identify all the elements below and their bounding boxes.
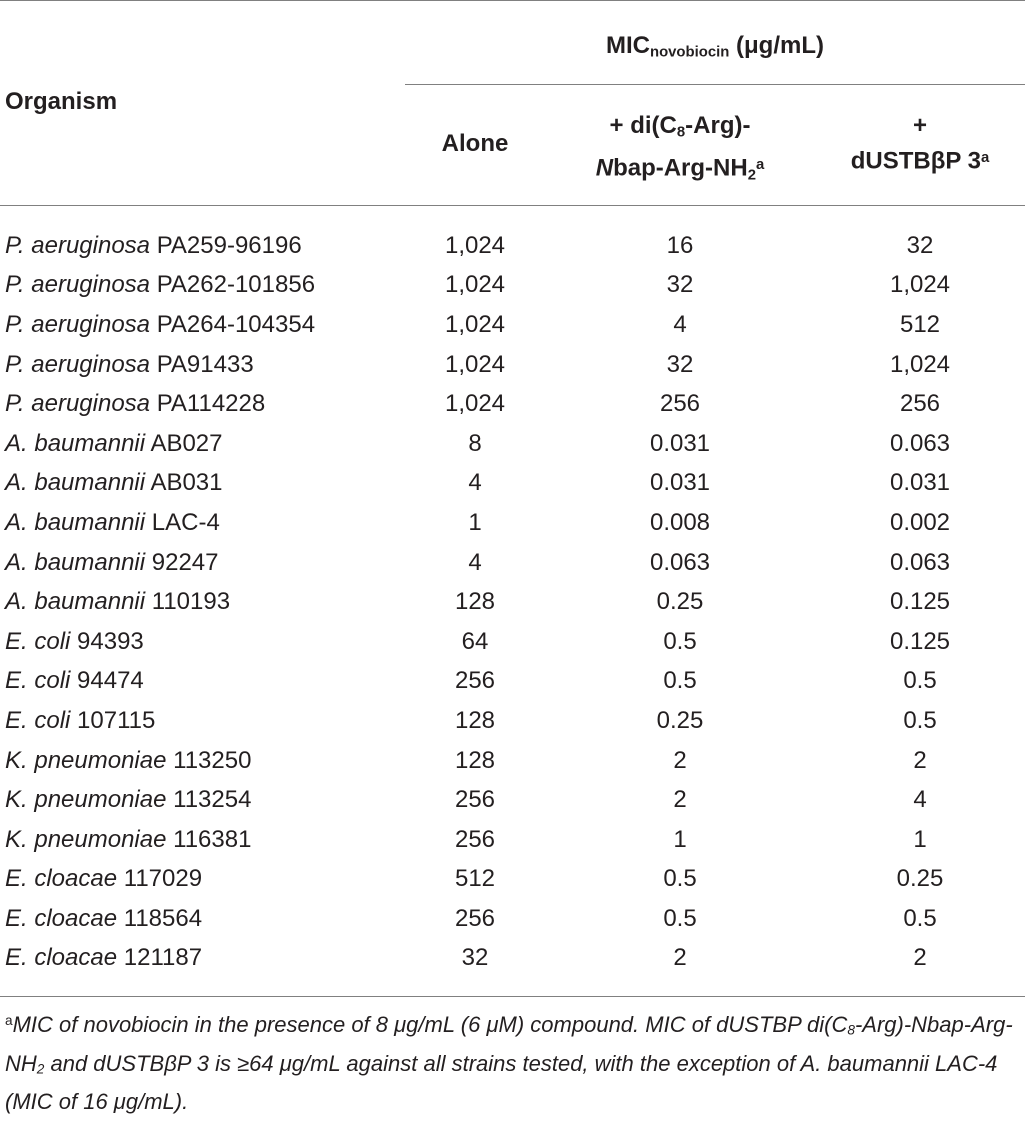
dustb-cell: 0.125 bbox=[889, 627, 951, 655]
organism-strain: 94393 bbox=[77, 627, 144, 655]
c8-cell: 256 bbox=[659, 390, 701, 418]
c8-cell: 0.25 bbox=[656, 706, 704, 734]
alone-cell: 128 bbox=[454, 746, 496, 774]
organism-strain: 116381 bbox=[173, 825, 252, 853]
c8-cell: 0.5 bbox=[663, 667, 697, 695]
header-c8-sub2: 2 bbox=[747, 167, 756, 184]
dustb-cell: 0.063 bbox=[889, 548, 951, 576]
organism-genus: P. aeruginosa bbox=[5, 310, 151, 338]
organism-strain: PA91433 bbox=[156, 350, 254, 378]
organism-strain: 117029 bbox=[123, 865, 203, 893]
organism-genus: E. coli bbox=[5, 667, 71, 695]
organism-strain: 118564 bbox=[123, 904, 203, 932]
footnote-text-3: and dUSTBβP 3 is ≥64 μg/mL against all strains tested, with the exception of A. baumannii LAC-4 (MIC of 16 μg/mL). bbox=[5, 1050, 998, 1115]
header-dustb-text: dUSTBβP 3 bbox=[850, 147, 981, 175]
dustb-cell: 1,024 bbox=[889, 350, 951, 378]
organism-strain: PA259-96196 bbox=[156, 231, 302, 259]
dustb-cell: 0.031 bbox=[889, 469, 951, 497]
header-c8-footnote-marker: a bbox=[756, 156, 765, 173]
table-row bbox=[0, 503, 1025, 543]
footnote-sub2: 2 bbox=[36, 1061, 45, 1077]
header-c8-line2 bbox=[545, 149, 815, 191]
c8-cell: 0.008 bbox=[649, 508, 711, 536]
alone-cell: 128 bbox=[454, 588, 496, 616]
header-dustb-line1: + bbox=[912, 112, 927, 139]
c8-cell: 0.031 bbox=[649, 469, 711, 497]
dustb-cell: 0.063 bbox=[889, 429, 951, 457]
organism-cell bbox=[0, 860, 405, 900]
organism-strain: AB031 bbox=[150, 469, 223, 497]
organism-cell bbox=[0, 582, 405, 622]
header-c8-text-b: -Arg)- bbox=[685, 112, 751, 139]
organism-strain: 107115 bbox=[77, 706, 156, 734]
table-row bbox=[0, 622, 1025, 662]
organism-genus: A. baumannii bbox=[5, 469, 146, 497]
header-alone-label: Alone bbox=[441, 130, 509, 157]
alone-cell: 1,024 bbox=[444, 231, 506, 259]
dustb-cell: 256 bbox=[899, 390, 941, 418]
organism-genus: E. cloacae bbox=[5, 865, 118, 893]
header-c8-italic-n: N bbox=[595, 154, 614, 182]
table-row bbox=[0, 424, 1025, 464]
footnote-text-2: -Arg)-Nbap-Arg-NH bbox=[5, 1011, 1013, 1076]
footnote-sub: 8 bbox=[847, 1022, 855, 1038]
dustb-cell: 32 bbox=[906, 231, 934, 259]
alone-cell: 32 bbox=[461, 944, 489, 972]
organism-strain: 92247 bbox=[151, 548, 219, 576]
organism-cell bbox=[0, 226, 405, 266]
c8-cell: 0.063 bbox=[649, 548, 711, 576]
dustb-cell: 2 bbox=[913, 944, 927, 972]
table-row bbox=[0, 780, 1025, 820]
header-col-c8 bbox=[545, 110, 815, 191]
footnote-marker: a bbox=[5, 1013, 13, 1028]
data-table-body bbox=[0, 226, 1025, 978]
organism-genus: E. coli bbox=[5, 627, 71, 655]
table-row bbox=[0, 384, 1025, 424]
header-mic-group bbox=[405, 30, 1025, 69]
organism-genus: A. baumannii bbox=[5, 429, 146, 457]
organism-cell bbox=[0, 662, 405, 702]
dustb-cell: 512 bbox=[899, 310, 941, 338]
header-mic-label: MIC bbox=[605, 32, 650, 59]
c8-cell: 1 bbox=[673, 825, 687, 853]
c8-cell: 0.5 bbox=[663, 627, 697, 655]
organism-cell bbox=[0, 266, 405, 306]
organism-strain: 121187 bbox=[123, 944, 203, 972]
alone-cell: 1,024 bbox=[444, 310, 506, 338]
c8-cell: 0.25 bbox=[656, 588, 704, 616]
organism-cell bbox=[0, 939, 405, 979]
table-bottom-rule bbox=[0, 996, 1025, 997]
organism-strain: 113254 bbox=[173, 786, 252, 814]
organism-strain: 110193 bbox=[151, 588, 231, 616]
alone-cell: 4 bbox=[468, 469, 482, 497]
organism-strain: 94474 bbox=[77, 667, 144, 695]
header-dustb-footnote-marker: a bbox=[980, 150, 990, 166]
c8-cell: 0.5 bbox=[663, 865, 697, 893]
alone-cell: 1 bbox=[468, 508, 482, 536]
dustb-cell: 0.5 bbox=[903, 667, 937, 695]
organism-genus: E. cloacae bbox=[5, 944, 118, 972]
organism-cell bbox=[0, 820, 405, 860]
organism-cell bbox=[0, 780, 405, 820]
alone-cell: 256 bbox=[454, 786, 496, 814]
alone-cell: 256 bbox=[454, 667, 496, 695]
dustb-cell: 4 bbox=[913, 786, 927, 814]
header-c8-text-c: bap-Arg-NH bbox=[613, 154, 748, 182]
c8-cell: 32 bbox=[666, 350, 694, 378]
organism-strain: PA264-104354 bbox=[156, 310, 316, 338]
alone-cell: 64 bbox=[461, 627, 489, 655]
alone-cell: 4 bbox=[468, 548, 482, 576]
alone-cell: 256 bbox=[454, 825, 496, 853]
organism-strain: 113250 bbox=[173, 746, 252, 774]
dustb-cell: 0.5 bbox=[903, 706, 937, 734]
table-row bbox=[0, 662, 1025, 702]
organism-genus: P. aeruginosa bbox=[5, 350, 151, 378]
alone-cell: 8 bbox=[468, 429, 482, 457]
table-row bbox=[0, 345, 1025, 385]
alone-cell: 256 bbox=[454, 904, 496, 932]
header-group-rule bbox=[405, 84, 1025, 85]
organism-genus: A. baumannii bbox=[5, 508, 146, 536]
header-col-dustb bbox=[815, 110, 1025, 178]
header-c8-line1 bbox=[545, 110, 815, 149]
table-row bbox=[0, 860, 1025, 900]
table-row bbox=[0, 741, 1025, 781]
table-row bbox=[0, 820, 1025, 860]
organism-genus: K. pneumoniae bbox=[5, 746, 167, 774]
data-table bbox=[0, 226, 1025, 978]
header-dustb-line2 bbox=[815, 142, 1025, 178]
header-organism-label: Organism bbox=[5, 88, 118, 115]
table-top-rule bbox=[0, 0, 1025, 1]
organism-genus: K. pneumoniae bbox=[5, 825, 167, 853]
c8-cell: 4 bbox=[673, 310, 687, 338]
organism-cell bbox=[0, 503, 405, 543]
table-row bbox=[0, 226, 1025, 266]
table-row bbox=[0, 543, 1025, 583]
table-row bbox=[0, 701, 1025, 741]
alone-cell: 1,024 bbox=[444, 350, 506, 378]
organism-cell bbox=[0, 384, 405, 424]
alone-cell: 1,024 bbox=[444, 271, 506, 299]
header-c8-sub: 8 bbox=[676, 124, 686, 141]
table-row bbox=[0, 582, 1025, 622]
organism-genus: A. baumannii bbox=[5, 548, 146, 576]
table-row bbox=[0, 305, 1025, 345]
organism-genus: A. baumannii bbox=[5, 588, 146, 616]
dustb-cell: 1,024 bbox=[889, 271, 951, 299]
organism-genus: P. aeruginosa bbox=[5, 390, 151, 418]
alone-cell: 1,024 bbox=[444, 390, 506, 418]
organism-cell bbox=[0, 741, 405, 781]
organism-cell bbox=[0, 424, 405, 464]
c8-cell: 2 bbox=[673, 746, 687, 774]
organism-cell bbox=[0, 305, 405, 345]
header-mic-subscript: novobiocin bbox=[649, 44, 730, 61]
footnote-text-1: MIC of novobiocin in the presence of 8 μg/mL (6 μM) compound. MIC of dUSTBP di(C bbox=[12, 1011, 848, 1037]
c8-cell: 0.5 bbox=[663, 904, 697, 932]
table-row bbox=[0, 939, 1025, 979]
organism-cell bbox=[0, 464, 405, 504]
c8-cell: 16 bbox=[666, 231, 694, 259]
c8-cell: 32 bbox=[666, 271, 694, 299]
table-row bbox=[0, 464, 1025, 504]
table-row bbox=[0, 266, 1025, 306]
organism-genus: K. pneumoniae bbox=[5, 786, 167, 814]
dustb-cell: 0.5 bbox=[903, 904, 937, 932]
organism-genus: E. cloacae bbox=[5, 904, 118, 932]
alone-cell: 512 bbox=[454, 865, 496, 893]
organism-genus: P. aeruginosa bbox=[5, 271, 151, 299]
header-col-alone bbox=[405, 128, 545, 160]
organism-cell bbox=[0, 345, 405, 385]
organism-genus: E. coli bbox=[5, 706, 71, 734]
header-mic-unit: (μg/mL) bbox=[729, 32, 824, 59]
organism-strain: PA262-101856 bbox=[156, 271, 316, 299]
organism-genus: P. aeruginosa bbox=[5, 231, 151, 259]
dustb-cell: 0.125 bbox=[889, 588, 951, 616]
table-row bbox=[0, 899, 1025, 939]
organism-cell bbox=[0, 622, 405, 662]
header-bottom-rule bbox=[0, 205, 1025, 206]
c8-cell: 2 bbox=[673, 786, 687, 814]
header-organism bbox=[5, 86, 117, 118]
c8-cell: 0.031 bbox=[649, 429, 711, 457]
organism-cell bbox=[0, 899, 405, 939]
dustb-cell: 0.002 bbox=[889, 508, 951, 536]
organism-strain: PA114228 bbox=[156, 390, 266, 418]
dustb-cell: 2 bbox=[913, 746, 927, 774]
organism-cell bbox=[0, 701, 405, 741]
header-c8-text-a: + di(C bbox=[609, 112, 677, 139]
organism-strain: AB027 bbox=[150, 429, 223, 457]
organism-strain: LAC-4 bbox=[151, 508, 220, 536]
dustb-cell: 1 bbox=[913, 825, 927, 853]
dustb-cell: 0.25 bbox=[896, 865, 944, 893]
c8-cell: 2 bbox=[673, 944, 687, 972]
footnote bbox=[5, 1004, 1020, 1118]
alone-cell: 128 bbox=[454, 706, 496, 734]
organism-cell bbox=[0, 543, 405, 583]
